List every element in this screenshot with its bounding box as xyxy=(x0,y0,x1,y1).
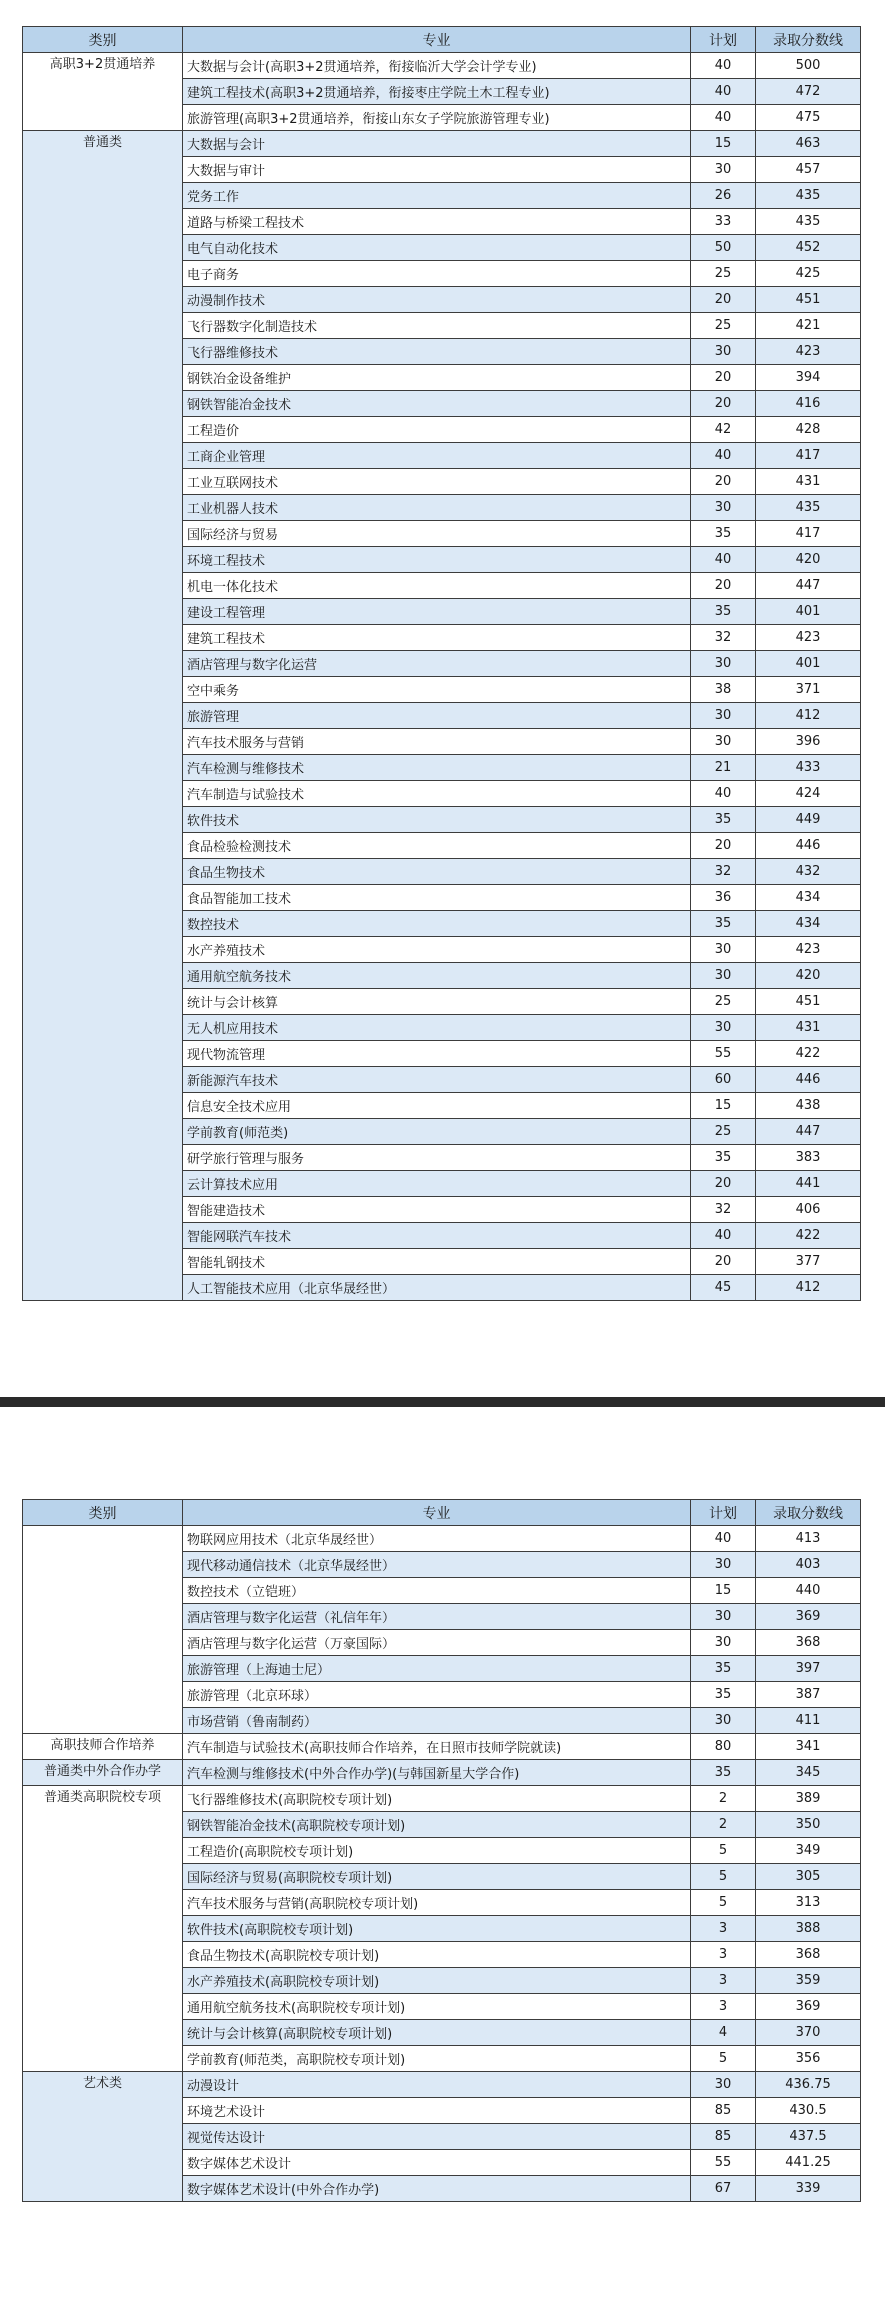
header-major: 专业 xyxy=(183,1500,691,1526)
plan-cell: 5 xyxy=(691,1838,756,1864)
header-major: 专业 xyxy=(183,27,691,53)
plan-cell: 20 xyxy=(691,1249,756,1275)
plan-cell: 85 xyxy=(691,2124,756,2150)
header-plan: 计划 xyxy=(691,27,756,53)
major-cell: 建筑工程技术 xyxy=(183,625,691,651)
table-row xyxy=(23,1526,861,1552)
major-cell: 汽车检测与维修技术(中外合作办学)(与韩国新星大学合作) xyxy=(183,1760,691,1786)
major-cell: 汽车制造与试验技术(高职技师合作培养，在日照市技师学院就读) xyxy=(183,1734,691,1760)
major-cell: 钢铁智能冶金技术 xyxy=(183,391,691,417)
score-cell: 401 xyxy=(756,599,861,625)
plan-cell: 60 xyxy=(691,1067,756,1093)
major-cell: 工程造价(高职院校专项计划) xyxy=(183,1838,691,1864)
score-cell: 428 xyxy=(756,417,861,443)
major-cell: 党务工作 xyxy=(183,183,691,209)
score-cell: 422 xyxy=(756,1223,861,1249)
score-cell: 422 xyxy=(756,1041,861,1067)
plan-cell: 20 xyxy=(691,833,756,859)
plan-cell: 30 xyxy=(691,937,756,963)
score-cell: 435 xyxy=(756,209,861,235)
major-cell: 动漫制作技术 xyxy=(183,287,691,313)
major-cell: 智能网联汽车技术 xyxy=(183,1223,691,1249)
major-cell: 水产养殖技术(高职院校专项计划) xyxy=(183,1968,691,1994)
plan-cell: 38 xyxy=(691,677,756,703)
category-cell: 高职3+2贯通培养 xyxy=(23,53,183,131)
score-cell: 368 xyxy=(756,1630,861,1656)
score-cell: 341 xyxy=(756,1734,861,1760)
plan-cell: 20 xyxy=(691,391,756,417)
plan-cell: 25 xyxy=(691,989,756,1015)
score-cell: 339 xyxy=(756,2176,861,2202)
plan-cell: 2 xyxy=(691,1786,756,1812)
major-cell: 汽车技术服务与营销 xyxy=(183,729,691,755)
major-cell: 工程造价 xyxy=(183,417,691,443)
score-cell: 313 xyxy=(756,1890,861,1916)
score-cell: 368 xyxy=(756,1942,861,1968)
plan-cell: 25 xyxy=(691,313,756,339)
major-cell: 汽车制造与试验技术 xyxy=(183,781,691,807)
score-cell: 417 xyxy=(756,521,861,547)
plan-cell: 50 xyxy=(691,235,756,261)
major-cell: 现代移动通信技术（北京华晟经世） xyxy=(183,1552,691,1578)
admission-table-2 xyxy=(22,1499,861,2202)
score-cell: 359 xyxy=(756,1968,861,1994)
major-cell: 新能源汽车技术 xyxy=(183,1067,691,1093)
major-cell: 数控技术（立铠班） xyxy=(183,1578,691,1604)
score-cell: 377 xyxy=(756,1249,861,1275)
score-cell: 370 xyxy=(756,2020,861,2046)
score-cell: 434 xyxy=(756,911,861,937)
major-cell: 软件技术(高职院校专项计划) xyxy=(183,1916,691,1942)
major-cell: 酒店管理与数字化运营（万豪国际） xyxy=(183,1630,691,1656)
plan-cell: 30 xyxy=(691,1708,756,1734)
plan-cell: 30 xyxy=(691,729,756,755)
admission-table-1 xyxy=(22,26,861,1301)
major-cell: 大数据与会计(高职3+2贯通培养，衔接临沂大学会计学专业) xyxy=(183,53,691,79)
major-cell: 动漫设计 xyxy=(183,2072,691,2098)
score-cell: 433 xyxy=(756,755,861,781)
plan-cell: 35 xyxy=(691,1682,756,1708)
major-cell: 统计与会计核算 xyxy=(183,989,691,1015)
major-cell: 旅游管理（北京环球） xyxy=(183,1682,691,1708)
score-cell: 345 xyxy=(756,1760,861,1786)
score-cell: 369 xyxy=(756,1994,861,2020)
score-cell: 449 xyxy=(756,807,861,833)
plan-cell: 4 xyxy=(691,2020,756,2046)
score-cell: 463 xyxy=(756,131,861,157)
score-cell: 356 xyxy=(756,2046,861,2072)
plan-cell: 30 xyxy=(691,339,756,365)
score-cell: 423 xyxy=(756,625,861,651)
major-cell: 信息安全技术应用 xyxy=(183,1093,691,1119)
plan-cell: 30 xyxy=(691,963,756,989)
score-cell: 423 xyxy=(756,937,861,963)
score-cell: 387 xyxy=(756,1682,861,1708)
table-row xyxy=(23,2072,861,2098)
plan-cell: 40 xyxy=(691,1526,756,1552)
plan-cell: 20 xyxy=(691,287,756,313)
category-cell: 普通类高职院校专项 xyxy=(23,1786,183,2072)
plan-cell: 40 xyxy=(691,53,756,79)
score-cell: 441 xyxy=(756,1171,861,1197)
score-cell: 403 xyxy=(756,1552,861,1578)
plan-cell: 80 xyxy=(691,1734,756,1760)
major-cell: 工业互联网技术 xyxy=(183,469,691,495)
major-cell: 国际经济与贸易(高职院校专项计划) xyxy=(183,1864,691,1890)
plan-cell: 35 xyxy=(691,1656,756,1682)
plan-cell: 30 xyxy=(691,2072,756,2098)
major-cell: 食品生物技术(高职院校专项计划) xyxy=(183,1942,691,1968)
major-cell: 通用航空航务技术 xyxy=(183,963,691,989)
table-row xyxy=(23,1734,861,1760)
major-cell: 大数据与审计 xyxy=(183,157,691,183)
score-cell: 424 xyxy=(756,781,861,807)
plan-cell: 5 xyxy=(691,1864,756,1890)
major-cell: 汽车技术服务与营销(高职院校专项计划) xyxy=(183,1890,691,1916)
major-cell: 机电一体化技术 xyxy=(183,573,691,599)
plan-cell: 42 xyxy=(691,417,756,443)
plan-cell: 3 xyxy=(691,1942,756,1968)
score-cell: 401 xyxy=(756,651,861,677)
score-cell: 411 xyxy=(756,1708,861,1734)
major-cell: 研学旅行管理与服务 xyxy=(183,1145,691,1171)
score-cell: 413 xyxy=(756,1526,861,1552)
major-cell: 智能建造技术 xyxy=(183,1197,691,1223)
score-cell: 437.5 xyxy=(756,2124,861,2150)
table-row xyxy=(23,1786,861,1812)
score-cell: 451 xyxy=(756,989,861,1015)
score-cell: 447 xyxy=(756,573,861,599)
plan-cell: 20 xyxy=(691,573,756,599)
major-cell: 酒店管理与数字化运营（礼信年年） xyxy=(183,1604,691,1630)
score-cell: 441.25 xyxy=(756,2150,861,2176)
major-cell: 云计算技术应用 xyxy=(183,1171,691,1197)
score-cell: 371 xyxy=(756,677,861,703)
plan-cell: 30 xyxy=(691,1015,756,1041)
header-score: 录取分数线 xyxy=(756,1500,861,1526)
plan-cell: 26 xyxy=(691,183,756,209)
plan-cell: 33 xyxy=(691,209,756,235)
major-cell: 数控技术 xyxy=(183,911,691,937)
table-row xyxy=(23,53,861,79)
score-cell: 417 xyxy=(756,443,861,469)
major-cell: 国际经济与贸易 xyxy=(183,521,691,547)
major-cell: 建筑工程技术(高职3+2贯通培养，衔接枣庄学院土木工程专业) xyxy=(183,79,691,105)
major-cell: 钢铁智能冶金技术(高职院校专项计划) xyxy=(183,1812,691,1838)
score-cell: 412 xyxy=(756,1275,861,1301)
score-cell: 420 xyxy=(756,547,861,573)
major-cell: 工商企业管理 xyxy=(183,443,691,469)
plan-cell: 15 xyxy=(691,1093,756,1119)
major-cell: 市场营销（鲁南制药） xyxy=(183,1708,691,1734)
header-plan: 计划 xyxy=(691,1500,756,1526)
plan-cell: 30 xyxy=(691,1552,756,1578)
category-cell: 高职技师合作培养 xyxy=(23,1734,183,1760)
score-cell: 416 xyxy=(756,391,861,417)
header-category: 类别 xyxy=(23,27,183,53)
score-cell: 305 xyxy=(756,1864,861,1890)
plan-cell: 35 xyxy=(691,521,756,547)
category-cell: 普通类 xyxy=(23,131,183,1301)
category-cell xyxy=(23,1526,183,1734)
major-cell: 电子商务 xyxy=(183,261,691,287)
plan-cell: 30 xyxy=(691,495,756,521)
major-cell: 电气自动化技术 xyxy=(183,235,691,261)
category-cell: 普通类中外合作办学 xyxy=(23,1760,183,1786)
major-cell: 钢铁冶金设备维护 xyxy=(183,365,691,391)
plan-cell: 3 xyxy=(691,1994,756,2020)
plan-cell: 55 xyxy=(691,2150,756,2176)
major-cell: 数字媒体艺术设计 xyxy=(183,2150,691,2176)
plan-cell: 2 xyxy=(691,1812,756,1838)
plan-cell: 3 xyxy=(691,1968,756,1994)
score-cell: 425 xyxy=(756,261,861,287)
score-cell: 446 xyxy=(756,833,861,859)
major-cell: 飞行器维修技术(高职院校专项计划) xyxy=(183,1786,691,1812)
major-cell: 食品生物技术 xyxy=(183,859,691,885)
score-cell: 457 xyxy=(756,157,861,183)
plan-cell: 20 xyxy=(691,365,756,391)
plan-cell: 45 xyxy=(691,1275,756,1301)
major-cell: 水产养殖技术 xyxy=(183,937,691,963)
score-cell: 350 xyxy=(756,1812,861,1838)
table-header-row xyxy=(23,1500,861,1526)
plan-cell: 25 xyxy=(691,1119,756,1145)
plan-cell: 36 xyxy=(691,885,756,911)
plan-cell: 85 xyxy=(691,2098,756,2124)
major-cell: 现代物流管理 xyxy=(183,1041,691,1067)
score-cell: 431 xyxy=(756,1015,861,1041)
score-cell: 423 xyxy=(756,339,861,365)
section-divider xyxy=(0,1397,885,1407)
score-cell: 420 xyxy=(756,963,861,989)
score-cell: 446 xyxy=(756,1067,861,1093)
score-cell: 406 xyxy=(756,1197,861,1223)
plan-cell: 40 xyxy=(691,443,756,469)
major-cell: 学前教育(师范类，高职院校专项计划) xyxy=(183,2046,691,2072)
score-cell: 452 xyxy=(756,235,861,261)
plan-cell: 35 xyxy=(691,807,756,833)
plan-cell: 35 xyxy=(691,1760,756,1786)
score-cell: 472 xyxy=(756,79,861,105)
plan-cell: 15 xyxy=(691,131,756,157)
plan-cell: 30 xyxy=(691,157,756,183)
plan-cell: 5 xyxy=(691,1890,756,1916)
major-cell: 道路与桥梁工程技术 xyxy=(183,209,691,235)
plan-cell: 40 xyxy=(691,1223,756,1249)
score-cell: 436.75 xyxy=(756,2072,861,2098)
plan-cell: 32 xyxy=(691,625,756,651)
major-cell: 物联网应用技术（北京华晟经世） xyxy=(183,1526,691,1552)
plan-cell: 30 xyxy=(691,651,756,677)
score-cell: 432 xyxy=(756,859,861,885)
score-cell: 435 xyxy=(756,495,861,521)
plan-cell: 5 xyxy=(691,2046,756,2072)
major-cell: 通用航空航务技术(高职院校专项计划) xyxy=(183,1994,691,2020)
major-cell: 视觉传达设计 xyxy=(183,2124,691,2150)
plan-cell: 21 xyxy=(691,755,756,781)
major-cell: 飞行器数字化制造技术 xyxy=(183,313,691,339)
plan-cell: 55 xyxy=(691,1041,756,1067)
plan-cell: 30 xyxy=(691,1630,756,1656)
major-cell: 学前教育(师范类) xyxy=(183,1119,691,1145)
score-cell: 412 xyxy=(756,703,861,729)
plan-cell: 40 xyxy=(691,79,756,105)
score-cell: 389 xyxy=(756,1786,861,1812)
plan-cell: 40 xyxy=(691,105,756,131)
major-cell: 酒店管理与数字化运营 xyxy=(183,651,691,677)
plan-cell: 25 xyxy=(691,261,756,287)
table-row xyxy=(23,131,861,157)
major-cell: 空中乘务 xyxy=(183,677,691,703)
table-header-row xyxy=(23,27,861,53)
category-cell: 艺术类 xyxy=(23,2072,183,2202)
plan-cell: 67 xyxy=(691,2176,756,2202)
major-cell: 食品智能加工技术 xyxy=(183,885,691,911)
table-row xyxy=(23,1760,861,1786)
plan-cell: 40 xyxy=(691,781,756,807)
major-cell: 食品检验检测技术 xyxy=(183,833,691,859)
score-cell: 396 xyxy=(756,729,861,755)
major-cell: 数字媒体艺术设计(中外合作办学) xyxy=(183,2176,691,2202)
plan-cell: 35 xyxy=(691,1145,756,1171)
major-cell: 飞行器维修技术 xyxy=(183,339,691,365)
major-cell: 旅游管理（上海迪士尼） xyxy=(183,1656,691,1682)
major-cell: 建设工程管理 xyxy=(183,599,691,625)
score-cell: 438 xyxy=(756,1093,861,1119)
plan-cell: 15 xyxy=(691,1578,756,1604)
score-cell: 451 xyxy=(756,287,861,313)
plan-cell: 35 xyxy=(691,911,756,937)
plan-cell: 40 xyxy=(691,547,756,573)
score-cell: 435 xyxy=(756,183,861,209)
major-cell: 环境艺术设计 xyxy=(183,2098,691,2124)
score-cell: 447 xyxy=(756,1119,861,1145)
major-cell: 人工智能技术应用（北京华晟经世） xyxy=(183,1275,691,1301)
major-cell: 统计与会计核算(高职院校专项计划) xyxy=(183,2020,691,2046)
score-cell: 430.5 xyxy=(756,2098,861,2124)
major-cell: 汽车检测与维修技术 xyxy=(183,755,691,781)
score-cell: 500 xyxy=(756,53,861,79)
major-cell: 无人机应用技术 xyxy=(183,1015,691,1041)
score-cell: 383 xyxy=(756,1145,861,1171)
score-cell: 369 xyxy=(756,1604,861,1630)
plan-cell: 20 xyxy=(691,1171,756,1197)
header-score: 录取分数线 xyxy=(756,27,861,53)
score-cell: 421 xyxy=(756,313,861,339)
major-cell: 智能轧钢技术 xyxy=(183,1249,691,1275)
plan-cell: 32 xyxy=(691,859,756,885)
plan-cell: 32 xyxy=(691,1197,756,1223)
header-category: 类别 xyxy=(23,1500,183,1526)
score-cell: 440 xyxy=(756,1578,861,1604)
major-cell: 环境工程技术 xyxy=(183,547,691,573)
plan-cell: 30 xyxy=(691,703,756,729)
major-cell: 软件技术 xyxy=(183,807,691,833)
major-cell: 旅游管理 xyxy=(183,703,691,729)
score-cell: 397 xyxy=(756,1656,861,1682)
plan-cell: 20 xyxy=(691,469,756,495)
score-cell: 388 xyxy=(756,1916,861,1942)
major-cell: 旅游管理(高职3+2贯通培养，衔接山东女子学院旅游管理专业) xyxy=(183,105,691,131)
score-cell: 349 xyxy=(756,1838,861,1864)
score-cell: 394 xyxy=(756,365,861,391)
score-cell: 431 xyxy=(756,469,861,495)
major-cell: 工业机器人技术 xyxy=(183,495,691,521)
score-cell: 475 xyxy=(756,105,861,131)
major-cell: 大数据与会计 xyxy=(183,131,691,157)
plan-cell: 35 xyxy=(691,599,756,625)
plan-cell: 30 xyxy=(691,1604,756,1630)
score-cell: 434 xyxy=(756,885,861,911)
plan-cell: 3 xyxy=(691,1916,756,1942)
